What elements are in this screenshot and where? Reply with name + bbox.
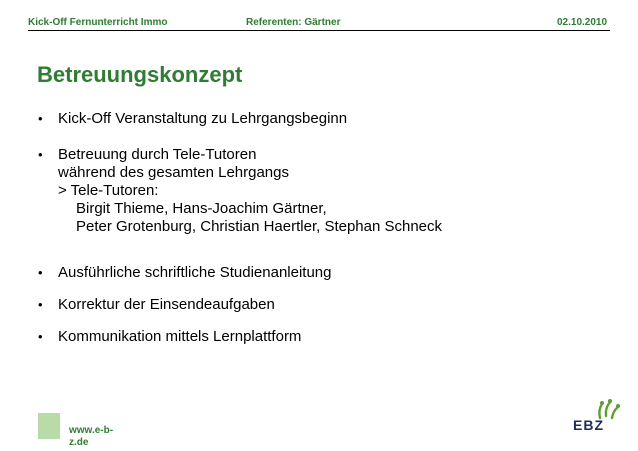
footer-url-line: z.de bbox=[69, 437, 89, 448]
header-course-name: Kick-Off Fernunterricht Immo bbox=[28, 17, 168, 28]
footer-website-link[interactable] bbox=[69, 425, 129, 449]
slide-header bbox=[0, 0, 638, 32]
bullet-dot-icon: • bbox=[38, 265, 43, 280]
footer-url-line: www.e-b- bbox=[69, 425, 114, 436]
ebz-logo-text: EBZ bbox=[573, 417, 604, 433]
bullet-text: Korrektur der Einsendeaufgaben bbox=[58, 296, 275, 313]
bullet-text: Kick-Off Veranstaltung zu Lehrgangsbeginn bbox=[58, 110, 348, 127]
bullet-dot-icon: • bbox=[38, 147, 43, 162]
bullet-dot-icon: • bbox=[38, 111, 43, 126]
header-speakers: Referenten: Gärtner bbox=[246, 17, 341, 28]
bullet-item bbox=[38, 328, 301, 346]
bullet-item bbox=[38, 110, 347, 128]
bullet-item bbox=[38, 146, 442, 236]
header-date: 02.10.2010 bbox=[557, 17, 608, 28]
bullet-text: während des gesamten Lehrgangs bbox=[58, 164, 289, 181]
bullet-item bbox=[38, 264, 332, 282]
bullet-text: Kommunikation mittels Lernplattform bbox=[58, 328, 302, 345]
bullet-item bbox=[38, 296, 275, 314]
bullet-text: > Tele-Tutoren: bbox=[58, 182, 159, 199]
bullet-text: Betreuung durch Tele-Tutoren bbox=[58, 146, 257, 163]
bullet-dot-icon: • bbox=[38, 297, 43, 312]
bullet-dot-icon: • bbox=[38, 329, 43, 344]
footer-decor-square bbox=[38, 413, 60, 439]
bullet-subtext: Peter Grotenburg, Christian Haertler, Stephan Schneck bbox=[76, 218, 443, 235]
bullet-subtext: Birgit Thieme, Hans-Joachim Gärtner, bbox=[76, 200, 327, 217]
bullet-text: Ausführliche schriftliche Studienanleitung bbox=[58, 264, 332, 281]
header-divider bbox=[28, 30, 610, 31]
slide-title: Betreuungskonzept bbox=[37, 62, 243, 87]
